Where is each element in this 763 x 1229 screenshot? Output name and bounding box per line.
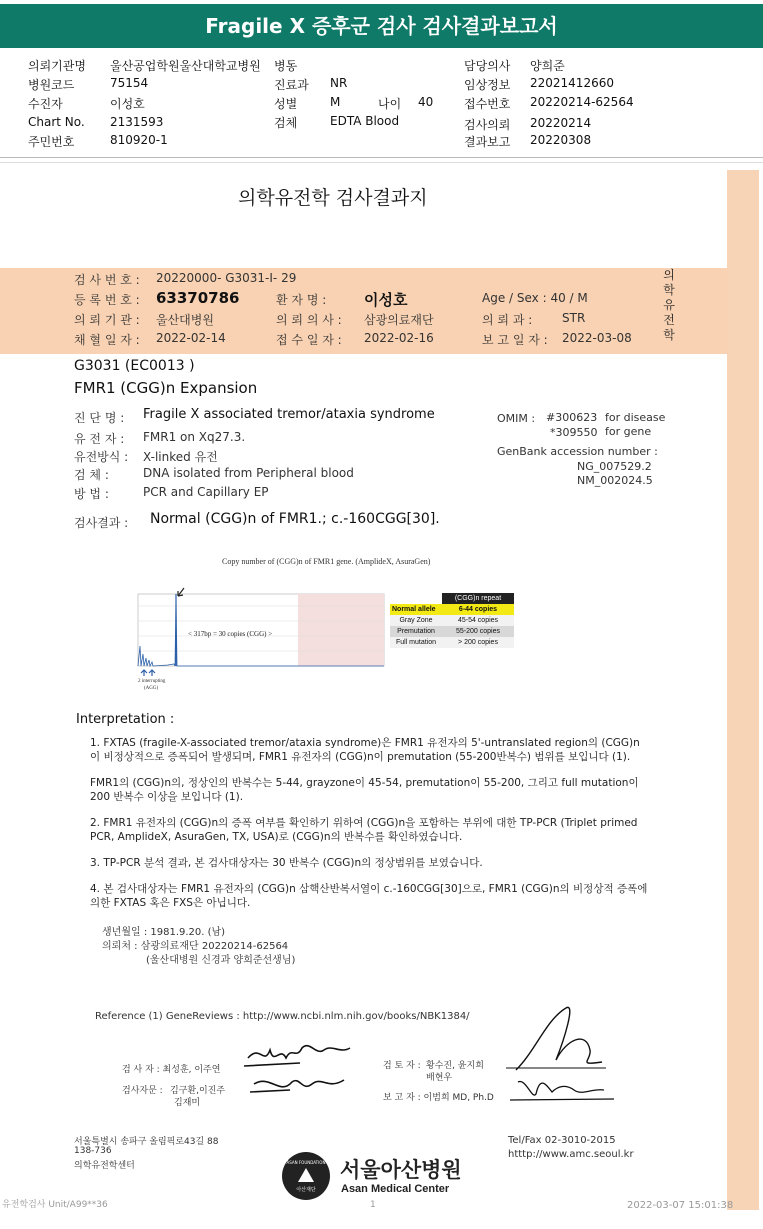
supervisor-label: 검사자문 : [122, 1086, 163, 1096]
supervisor2: 김재미 [174, 1098, 201, 1108]
field-value: 20220214 [530, 116, 592, 130]
reviewer-label: 검 토 자 : [383, 1061, 421, 1071]
divider [0, 157, 763, 158]
page-number: 1 [370, 1200, 376, 1210]
row-value: 45-54 copies [457, 617, 499, 624]
vertical-label: 의 학 유 전 학 [663, 268, 675, 342]
interrupt-label: (AGG) [144, 686, 159, 691]
signature-reviewer [506, 1000, 616, 1120]
interpretation-p1: 1. FXTAS (fragile-X-associated tremor/ataxia syndrome)은 FMR1 유전자의 5'-untranslated region의 (CGG)n 이 비정상적으로 증폭되어 발생되며, FMR1 유전자의 (CGG)n이 premutation (55-200반복수) 범위를 보입니다 (1). [90, 737, 640, 763]
genbank-label: GenBank accession number : [497, 445, 658, 458]
logo-text-top: ASAN FOUNDATION [286, 1160, 326, 1165]
collected-label: 채 혈 일 자 : [74, 333, 140, 347]
exam-no-label: 검 사 번 호 : [74, 273, 140, 287]
field-label: 주민번호 [28, 135, 75, 149]
field-label: 진료과 [274, 78, 309, 92]
field-value: 20220308 [530, 133, 592, 147]
field-label: 임상정보 [464, 78, 511, 92]
birth-date: 생년월일 : 1981.9.20. (남) [102, 927, 226, 938]
field-label: 나이 [378, 97, 402, 111]
field-label: 성별 [274, 97, 298, 111]
interpretation-p3: 3. TP-PCR 분석 결과, 본 검사대상자는 30 반복수 (CGG)n의 정상범위를 보였습니다. [90, 857, 483, 869]
patient-name: 이성호 [364, 291, 408, 309]
interrupt-label: 2 interrupting [138, 679, 166, 684]
reg-no: 63370786 [156, 289, 240, 307]
row-name: Full mutation [395, 639, 437, 646]
field-value: 75154 [110, 76, 149, 90]
address-3: 의학유전학센터 [74, 1161, 135, 1171]
method-label: 방 법 : [74, 487, 109, 501]
address-1: 서울특별시 송파구 올림픽로43길 88 [74, 1137, 219, 1147]
diagnosis-label: 진 단 명 : [74, 411, 125, 425]
result-label: 검사결과 : [74, 516, 129, 530]
hospital-name-en: Asan Medical Center [341, 1183, 450, 1195]
omim-gene: *309550 [550, 426, 598, 439]
row-value: 6-44 copies [458, 606, 498, 613]
left-note: 유전학검사 Unit/A99**36 [2, 1200, 108, 1210]
interpretation-p2: 2. FMR1 유전자의 (CGG)n의 증폭 여부를 확인하기 위하여 (CGG)n을 포함하는 부위에 대한 TP-PCR (Triplet primed PCR, AmplideX, AsuraGen, TX, USA)로 (CGG)n의 반복수를 확인하였습니다. [90, 817, 638, 843]
doctor: 삼광의료재단 [364, 313, 434, 327]
hospital-name-ko: 서울아산병원 [340, 1158, 462, 1182]
row-name: Normal allele [392, 606, 436, 613]
report-header [0, 0, 763, 58]
field-value: 40 [418, 95, 434, 109]
field-value: M [330, 95, 341, 109]
logo-text-bottom: 아산재단 [296, 1187, 316, 1193]
specimen: DNA isolated from Peripheral blood [143, 466, 354, 480]
exam-no: 20220000- G3031-I- 29 [156, 271, 297, 285]
interpretation-p1b: FMR1의 (CGG)n의, 정상인의 반복수는 5-44, grayzone이 45-54, premutation이 55-200, 그리고 full mutation이 200 반복수 이상을 보입니다 (1). [90, 777, 639, 803]
report-title: Fragile X 증후군 검사 검사결과보고서 [0, 4, 763, 48]
test-name: FMR1 (CGG)n Expansion [74, 379, 258, 397]
reporter: 보 고 자 : 이범희 MD, Ph.D [383, 1093, 494, 1103]
row-value: > 200 copies [458, 639, 498, 646]
tester: 검 사 자 : 최성훈, 이주연 [122, 1065, 221, 1075]
field-label: 검사의뢰 [464, 118, 511, 132]
reviewer2: 배현우 [426, 1073, 453, 1083]
referrer-detail: (울산대병원 신경과 양희준선생님) [146, 955, 296, 966]
row-name: Gray Zone [399, 617, 433, 624]
reference: Reference (1) GeneReviews : http://www.ncbi.nlm.nih.gov/books/NBK1384/ [95, 1011, 470, 1022]
field-value: EDTA Blood [330, 114, 400, 128]
field-value: 810920-1 [110, 133, 168, 147]
genbank-1: NG_007529.2 [577, 460, 652, 473]
interpretation-p4: 4. 본 검사대상자는 FMR1 유전자의 (CGG)n 삼핵산반복서열이 c.-160CGG[30]으로, FMR1 (CGG)n의 비정상적 증폭에 의한 FXTAS 혹은 FXS은 아닙니다. [90, 883, 648, 909]
field-label: 검체 [274, 116, 298, 130]
field-label: Chart No. [28, 115, 85, 129]
specimen-label: 검 체 : [74, 468, 109, 482]
interpretation-heading: Interpretation : [76, 712, 175, 727]
tel: Tel/Fax 02-3010-2015 [508, 1135, 616, 1146]
supervisor: 김구환,이진주 [170, 1086, 226, 1096]
doctor-label: 의 뢰 의 사 : [276, 313, 342, 327]
divider [0, 162, 763, 163]
institution: 울산대병원 [156, 313, 214, 327]
field-value: 이성호 [110, 97, 145, 111]
dept-label: 의 뢰 과 : [482, 313, 533, 327]
inheritance: X-linked 유전 [143, 450, 218, 464]
received-date: 2022-02-16 [364, 331, 434, 345]
field-value: NR [330, 76, 348, 90]
signature-tester [240, 1036, 360, 1106]
field-value: 20220214-62564 [530, 95, 634, 109]
electropherogram [128, 586, 388, 696]
dept: STR [562, 311, 586, 325]
field-value: 울산공업학원울산대학교병원 [110, 59, 261, 73]
url: htttp://www.amc.seoul.kr [508, 1149, 634, 1160]
hospital-logo-icon [282, 1152, 330, 1200]
reviewer: 황수진, 윤지희 [426, 1061, 484, 1071]
figure-caption: Copy number of (CGG)n of FMR1 gene. (AmplideX, AsuraGen) [222, 557, 431, 566]
field-value: 22021412660 [530, 76, 614, 90]
test-code: G3031 (EC0013 ) [74, 358, 195, 374]
reg-no-label: 등 록 번 호 : [74, 293, 140, 307]
field-label: 담당의사 [464, 59, 511, 73]
doc-title: 의학유전학 검사결과지 [238, 187, 428, 209]
omim-disease: #300623 [546, 411, 598, 424]
repeat-table [390, 593, 514, 648]
genbank-2: NM_002024.5 [577, 474, 653, 487]
omim-gene-note: for gene [605, 425, 652, 438]
reported-label: 보 고 일 자 : [482, 333, 548, 347]
diagnosis: Fragile X associated tremor/ataxia syndrome [143, 407, 435, 422]
field-label: 병원코드 [28, 78, 75, 92]
field-label: 접수번호 [464, 97, 511, 111]
address-2: 138-736 [74, 1146, 112, 1156]
institution-label: 의 뢰 기 관 : [74, 313, 140, 327]
field-label: 결과보고 [464, 135, 511, 149]
patient-label: 환 자 명 : [276, 293, 327, 307]
band-label: < 317bp = 30 copies (CGG) > [188, 630, 273, 638]
method: PCR and Capillary EP [143, 485, 269, 499]
gene: FMR1 on Xq27.3. [143, 430, 246, 444]
side-strip [727, 170, 759, 1210]
field-value: 2131593 [110, 115, 164, 129]
field-label: 수진자 [28, 97, 63, 111]
row-name: Premutation [397, 628, 435, 635]
timestamp: 2022-03-07 15:01:38 [627, 1200, 734, 1211]
age-sex: Age / Sex : 40 / M [482, 291, 588, 305]
field-label: 의뢰기관명 [28, 59, 86, 73]
collected-date: 2022-02-14 [156, 331, 226, 345]
omim-disease-note: for disease [605, 411, 666, 424]
row-value: 55-200 copies [456, 628, 500, 635]
gene-label: 유 전 자 : [74, 432, 125, 446]
inheritance-label: 유전방식 : [74, 450, 129, 464]
field-value: 양희준 [530, 59, 565, 73]
table-header: (CGG)n repeat [442, 593, 514, 604]
omim-label: OMIM : [497, 412, 536, 425]
result-value: Normal (CGG)n of FMR1.; c.-160CGG[30]. [150, 511, 440, 527]
field-label: 병동 [274, 59, 298, 73]
received-label: 접 수 일 자 : [276, 333, 342, 347]
referrer: 의뢰처 : 삼광의료재단 20220214-62564 [102, 941, 289, 952]
reported-date: 2022-03-08 [562, 331, 632, 345]
